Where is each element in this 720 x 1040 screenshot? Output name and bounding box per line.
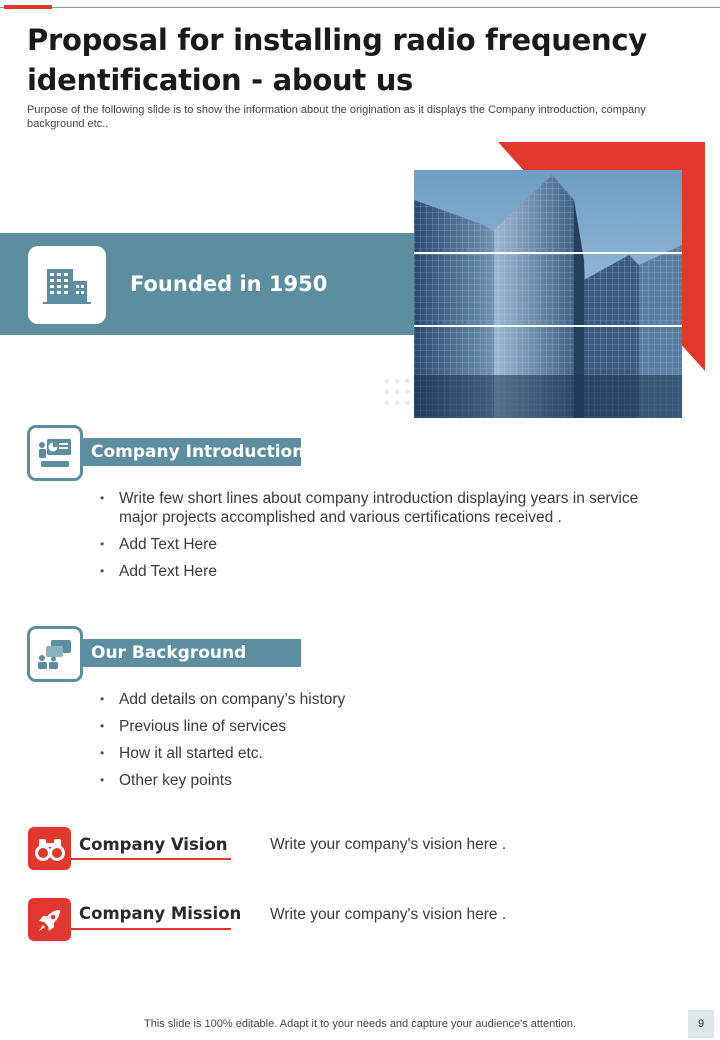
page-subtitle: Purpose of the following slide is to show the information about the origination as it displays the Company introduction, company background etc..: [27, 104, 646, 130]
footer-note: This slide is 100% editable. Adapt it to your needs and capture your audience's attention.: [144, 1018, 576, 1030]
intro-heading: Company Introduction: [83, 438, 301, 466]
mission-label: Company Mission: [79, 904, 242, 923]
mission-icon-box: [28, 898, 71, 941]
list-item: • Add Text Here: [100, 535, 670, 554]
mission-text: Write your company's vision here .: [270, 906, 507, 923]
binoculars-icon: [35, 837, 65, 861]
rocket-icon: [36, 906, 64, 934]
intro-list: [100, 489, 670, 589]
vision-label: Company Vision: [79, 835, 228, 854]
mission-underline: [70, 928, 231, 930]
presentation-icon: [37, 437, 73, 469]
intro-icon-box: [27, 425, 83, 481]
founded-text: Founded in 1950: [130, 272, 328, 296]
background-heading: Our Background: [83, 639, 301, 667]
list-item: • How it all started etc.: [100, 744, 670, 763]
page-title: [27, 20, 687, 100]
building-icon: [43, 265, 91, 305]
skyscraper-photo: [414, 170, 682, 418]
vision-icon-box: [28, 827, 71, 870]
list-item: • Add details on company’s history: [100, 690, 670, 709]
top-accent: [4, 5, 52, 9]
discussion-icon: [37, 638, 73, 670]
building-icon-box: [28, 246, 106, 324]
background-icon-box: [27, 626, 83, 682]
list-item: • Add Text Here: [100, 562, 670, 581]
vision-text: Write your company's vision here .: [270, 836, 507, 853]
vision-underline: [70, 858, 231, 860]
background-list: [100, 690, 670, 798]
top-rule: [0, 7, 720, 8]
page-number: 9: [688, 1010, 714, 1038]
list-item: • Write few short lines about company introduction displaying years in service major projects accomplished and various certifications received .: [100, 489, 670, 527]
list-item: • Previous line of services: [100, 717, 670, 736]
list-item: • Other key points: [100, 771, 670, 790]
decorative-dots: [384, 378, 424, 410]
title-line-2: identification - about us: [27, 63, 413, 97]
title-line-1: Proposal for installing radio frequency: [27, 23, 647, 57]
